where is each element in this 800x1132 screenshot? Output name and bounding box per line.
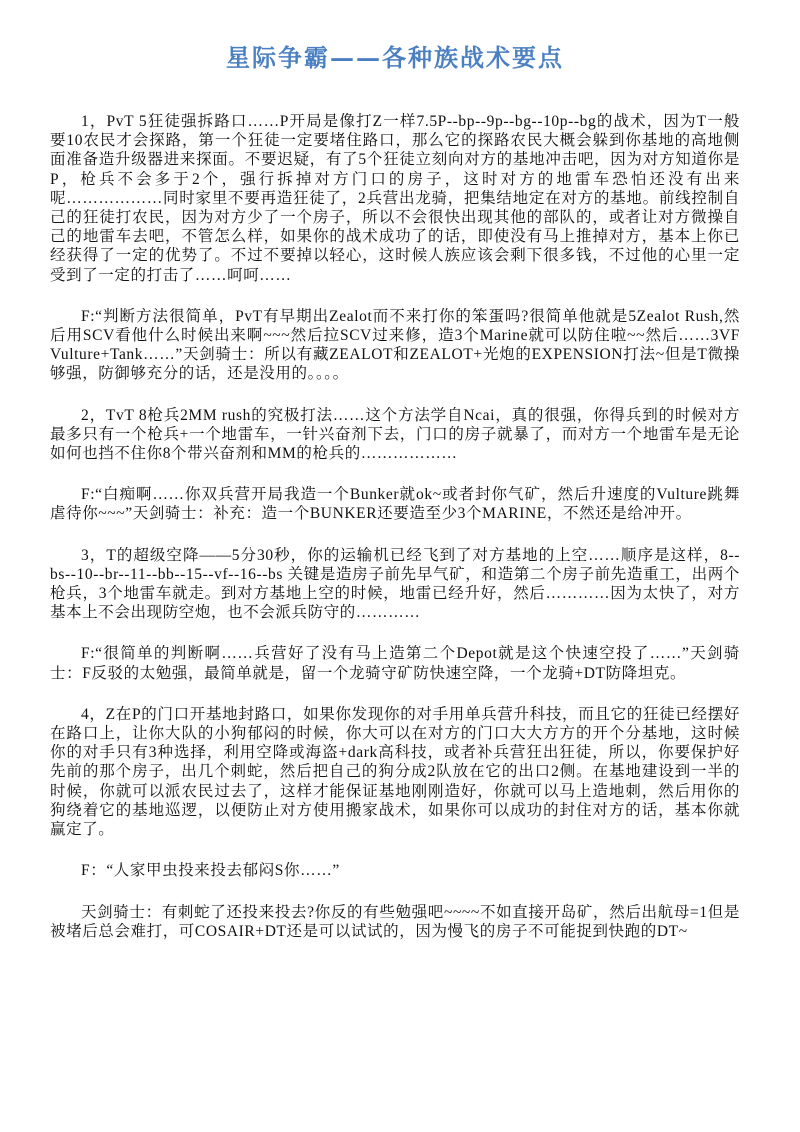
paragraph-z-expansion: 4，Z在P的门口开基地封路口，如果你发现你的对手用单兵营升科技，而且它的狂徒已经摆好在路口上，让你大队的小狗郁闷的时候，你大可以在对方的门口大大方方的开个分基地，这时候你的对手只有3种选择，利用空降或海盗+dark高科技，或者补兵营狂出狂徒，所以，你要保护好先前的那个房子，出几个刺蛇，然后把自己的狗分成2队放在它的出口2侧。在基地建设到一半的时候，你就可以派农民过去了，这样才能保证基地刚刚造好，你就可以马上造地刺，然后用你的狗绕着它的基地巡逻，以便防止对方使用搬家战术，如果你可以成功的封住对方的话，基本你就赢定了。: [50, 705, 740, 839]
document-title: 星际争霸——各种族战术要点: [226, 43, 564, 72]
paragraph-comment-reply: 天剑骑士：有刺蛇了还投来投去?你反的有些勉强吧~~~~不如直接开岛矿，然后出航母=1但是被堵后总会难打，可COSAIR+DT还是可以试试的，因为慢飞的房子不可能捉到快跑的DT~: [50, 903, 740, 940]
paragraph-tvt-mm-rush: 2，TvT 8枪兵2MM rush的究极打法……这个方法学自Ncai，真的很强，你得兵到的时候对方最多只有一个枪兵+一个地雷车，一针兴奋剂下去，门口的房子就暴了，而对方一个地雷车是无论如何也挡不住你8个带兴奋剂和MM的枪兵的………………: [50, 406, 740, 463]
paragraph-t-drop: 3，T的超级空降——5分30秒，你的运输机已经飞到了对方基地的上空……顺序是这样，8--bs--10--br--11--bb--15--vf--16--bs 关键是造房子前先早气矿，和造第二个房子前先造重工，出两个枪兵，3个地雷车就走。到对方基地上空的时候，地雷已经升好，然后…………因为太快了，对方基本上不会出现防空炮，也不会派兵防守的…………: [50, 546, 740, 622]
paragraph-pvt-zealot-rush: 1，PvT 5狂徒强拆路口……P开局是像打Z一样7.5P--bp--9p--bg--10p--bg的战术，因为T一般要10农民才会探路，第一个狂徒一定要堵住路口，那么它的探路农民大概会躲到你基地的高地侧面准备造升级器进来探面。不要迟疑，有了5个狂徒立刻向对方的基地冲击吧，因为对方知道你是P，枪兵不会多于2个，强行拆掉对方门口的房子，这时对方的地雷车恐怕还没有出来呢………………同时家里不要再造狂徒了，2兵营出龙骑，把集结地定在对方的基地。前线控制自己的狂徒打农民，因为对方少了一个房子，所以不会很快出现其他的部队的，或者让对方微操自己的地雷车去吧，不管怎么样，如果你的战术成功了的话，即使没有马上推掉对方，基本上你已经获得了一定的优势了。不过不要掉以轻心，这时候人族应该会剩下很多钱，不过他的心里一定受到了一定的打击了……呵呵……: [50, 113, 740, 284]
paragraph-comment-pvt: F:“判断方法很简单，PvT有早期出Zealot而不来打你的笨蛋吗?很简单他就是5Zealot Rush,然后用SCV看他什么时候出来啊~~~然后拉SCV过来修，造3个Marine就可以防住啦~~然后……3VF Vulture+Tank……”天剑骑士：所以有藏ZEALOT和ZEALOT+光炮的EXPENSION打法~但是T微操够强，防御够充分的话，还是没用的。。。。: [50, 307, 740, 383]
paragraph-comment-reaver: F：“人家甲虫投来投去郁闷S你……”: [81, 862, 340, 880]
paragraph-comment-tvt: F:“白痴啊……你双兵营开局我造一个Bunker就ok~或者封你气矿，然后升速度的Vulture跳舞虐待你~~~”天剑骑士：补充：造一个BUNKER还要造至少3个MARINE，不然还是给冲开。: [50, 486, 740, 523]
paragraph-comment-drop: F:“很简单的判断啊……兵营好了没有马上造第二个Depot就是这个快速空投了……”天剑骑士：F反驳的太勉强，最简单就是，留一个龙骑守矿防快速空降，一个龙骑+DT防降坦克。: [50, 645, 740, 682]
